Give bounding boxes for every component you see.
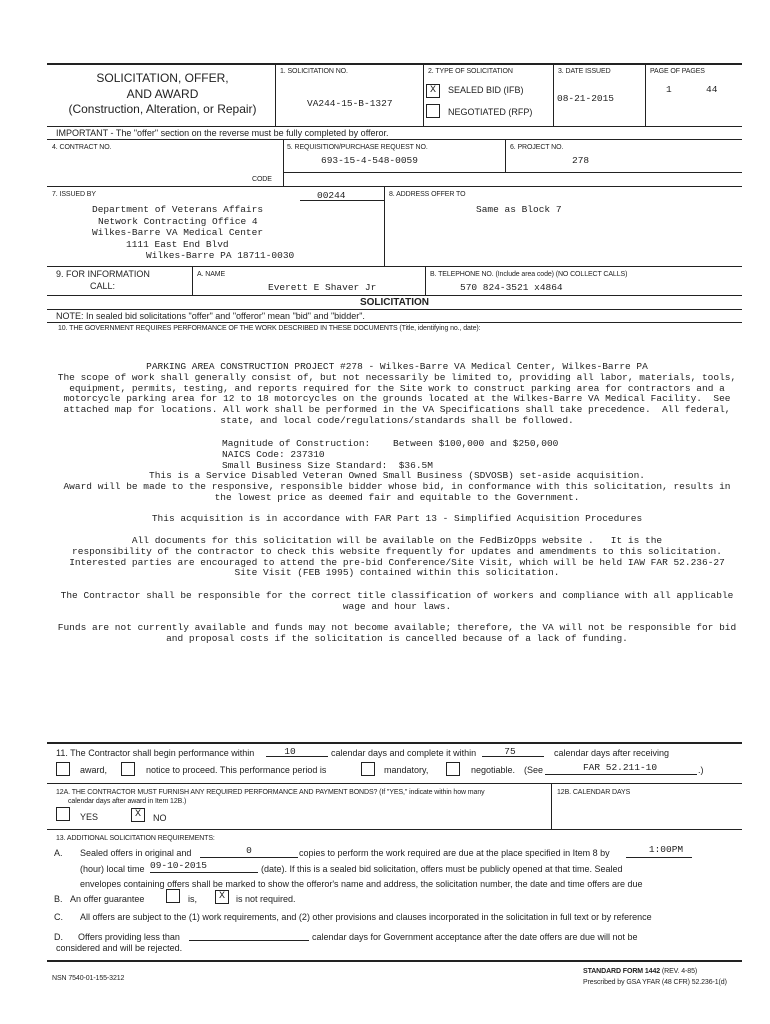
- complete-days: 75: [504, 746, 516, 757]
- item11-mid: calendar days and complete it within: [331, 748, 477, 758]
- divider: [423, 64, 424, 126]
- form-revision: (REV. 4-85): [661, 968, 698, 975]
- notice-checkbox[interactable]: [121, 762, 135, 776]
- item12a-label-2: calendar days after award in Item 12B.): [68, 798, 187, 805]
- guarantee-is-label: is,: [188, 894, 197, 904]
- item10-label: 10. THE GOVERNMENT REQUIRES PERFORMANCE OF THE WORK DESCRIBED IN THESE DOCUMENTS (Title, identifying no., date):: [58, 325, 481, 332]
- divider: [425, 266, 426, 295]
- project-description: PARKING AREA CONSTRUCTION PROJECT #278 - Wilkes-Barre VA Medical Center, Wilkes-Barre PA The scope of work shall generally consist of, but not necessarily be limited to, providing all labor, materials, tools, equipment, permits, testing, and reports required for the Site work to construct parking area for contractors and a motorcycle parking area for 12 to 18 motorcycles on the grounds located at the Wilkes-Barre VA Medical Facility. See attached map for locations. All work shall be performed in the VA Specifications shall take precedence. All federal, state, and local code/regulations/standards shall be followed.: [57, 361, 737, 426]
- negotiable-label: negotiable.: [471, 765, 516, 775]
- rule: [47, 186, 742, 187]
- negotiated-label: NEGOTIATED (RFP): [448, 107, 533, 117]
- divider: [553, 64, 554, 126]
- bottom-rule: [47, 960, 742, 962]
- divider: [283, 139, 284, 186]
- form-title-line: (Construction, Alteration, or Repair): [68, 102, 257, 116]
- item11-label: 11. The Contractor shall begin performance within: [56, 748, 255, 758]
- bonds-no-label: NO: [153, 813, 167, 823]
- item13c-letter: C.: [54, 912, 63, 922]
- divider: [551, 783, 552, 829]
- solicitation-no-label: 1. SOLICITATION NO.: [280, 68, 348, 75]
- negotiable-checkbox[interactable]: [446, 762, 460, 776]
- item13c-text: All offers are subject to the (1) work requirements, and (2) other provisions and clauses incorporated in the solicitation in full text or by reference: [80, 912, 652, 922]
- item13a-text: Sealed offers in original and: [80, 848, 192, 858]
- total-pages: 44: [706, 84, 718, 95]
- begin-days: 10: [284, 746, 296, 757]
- solicitation-heading: SOLICITATION: [359, 297, 430, 308]
- item13b-text: An offer guarantee: [70, 894, 145, 904]
- type-label: 2. TYPE OF SOLICITATION: [428, 68, 513, 75]
- item13d-text: Offers providing less than: [78, 932, 180, 942]
- date-issued-label: 3. DATE ISSUED: [558, 68, 611, 75]
- requisition-no: 693-15-4-548-0059: [321, 155, 418, 166]
- far-ref: FAR 52.211-10: [582, 762, 658, 773]
- divider: [505, 139, 506, 172]
- issued-by-label: 7. ISSUED BY: [52, 191, 96, 198]
- nsn-number: NSN 7540-01-155-3212: [52, 975, 125, 982]
- see-label: (See: [524, 765, 544, 775]
- guarantee-isnot-label: is not required.: [236, 894, 296, 904]
- divider: [275, 64, 276, 126]
- rule: [283, 172, 742, 173]
- acceptance-days-field[interactable]: [189, 930, 309, 941]
- mandatory-checkbox[interactable]: [361, 762, 375, 776]
- due-date: 09-10-2015: [150, 860, 208, 871]
- sealed-bid-label: SEALED BID (IFB): [448, 85, 524, 95]
- guarantee-isnot-checkbox[interactable]: X: [215, 890, 229, 904]
- sealed-bid-checkbox[interactable]: X: [426, 84, 440, 98]
- important-note: IMPORTANT - The "offer" section on the reverse must be fully completed by offeror.: [56, 128, 389, 138]
- item13d-text-3: considered and will be rejected.: [56, 943, 183, 953]
- item13d-text-2: calendar days for Government acceptance after the date offers are due will not be: [312, 932, 638, 942]
- project-no: 278: [572, 155, 590, 166]
- item13a-text-4: (date). If this is a sealed bid solicitation, offers must be publicly opened at that time. Sealed: [261, 864, 623, 874]
- rule: [47, 322, 742, 323]
- rule: [47, 139, 742, 140]
- rule: [47, 783, 742, 784]
- wage-laws-text: The Contractor shall be responsible for the correct title classification of workers and compliance with all applicable wage and hour laws.: [60, 590, 734, 612]
- requisition-label: 5. REQUISITION/PURCHASE REQUEST NO.: [287, 144, 428, 151]
- negotiated-checkbox[interactable]: [426, 104, 440, 118]
- item12b-label: 12B. CALENDAR DAYS: [557, 789, 631, 796]
- divider: [384, 186, 385, 266]
- contract-no-label: 4. CONTRACT NO.: [52, 144, 112, 151]
- page-number: 1: [666, 84, 672, 95]
- item13a-text-2: copies to perform the work required are due at the place specified in Item 8 by: [299, 848, 610, 858]
- notice-label: notice to proceed. This performance period is: [146, 765, 327, 775]
- divider: [192, 266, 193, 295]
- address-offer-label: 8. ADDRESS OFFER TO: [389, 191, 466, 198]
- address-line: Wilkes-Barre PA 18711-0030: [146, 250, 295, 261]
- top-rule: [47, 63, 742, 65]
- item13-label: 13. ADDITIONAL SOLICITATION REQUIREMENTS:: [56, 835, 215, 842]
- sealed-bid-note: NOTE: In sealed bid solicitations "offer" and "offeror" mean "bid" and "bidder".: [56, 311, 365, 321]
- issuing-office-address: [92, 204, 294, 262]
- set-aside-text: This is a Service Disabled Veteran Owned Small Business (SDVOSB) set-aside acquisition. Award will be made to the responsive, responsible bidder whose bid, in conformance with this solicitation, results in the lowest price as deemed fair and equitable to the Government.: [63, 470, 731, 503]
- divider: [645, 64, 646, 126]
- address-offer-to: Same as Block 7: [476, 204, 562, 215]
- bonds-yes-checkbox[interactable]: [56, 807, 70, 821]
- item13a-text-5: envelopes containing offers shall be marked to show the offeror's name and address, the solicitation number, the date and time offers are due: [80, 879, 643, 889]
- bonds-no-checkbox[interactable]: X: [131, 808, 145, 822]
- due-time: 1:00PM: [648, 844, 684, 855]
- far-part-text: This acquisition is in accordance with FAR Part 13 - Simplified Acquisition Procedures: [151, 513, 643, 524]
- call-label: CALL:: [90, 281, 116, 291]
- for-info-label: 9. FOR INFORMATION: [56, 269, 150, 279]
- rule: [47, 126, 742, 127]
- item11-post: calendar days after receiving: [554, 748, 670, 758]
- form-id: [583, 968, 697, 975]
- funds-text: Funds are not currently available and funds may not become available; therefore, the VA will not be responsible for bid and proposal costs if the solicitation is cancelled because of a lack of funding.: [57, 622, 737, 644]
- form-title-line: SOLICITATION, OFFER,: [96, 71, 229, 85]
- address-line: Department of Veterans Affairs: [92, 204, 264, 215]
- project-no-label: 6. PROJECT NO.: [510, 144, 564, 151]
- page-of-pages-label: PAGE OF PAGES: [650, 68, 705, 75]
- item12a-label: 12A. THE CONTRACTOR MUST FURNISH ANY REQUIRED PERFORMANCE AND PAYMENT BONDS? (If "YES," indicate within how many: [56, 789, 485, 796]
- item13b-letter: B.: [54, 894, 63, 904]
- telephone-no: 570 824-3521 x4864: [460, 282, 563, 293]
- name-label: A. NAME: [197, 271, 226, 278]
- item13a-letter: A.: [54, 848, 63, 858]
- guarantee-is-checkbox[interactable]: [166, 889, 180, 903]
- code-label: CODE: [252, 176, 272, 183]
- item13a-text-3: (hour) local time: [80, 864, 145, 874]
- rule: [47, 309, 742, 310]
- form-name: STANDARD FORM 1442: [583, 968, 661, 975]
- mandatory-label: mandatory,: [384, 765, 429, 775]
- form-title: [50, 71, 275, 118]
- form-title-line: AND AWARD: [126, 86, 199, 101]
- address-line: 1111 East End Blvd: [126, 238, 229, 250]
- fedbizopps-text: All documents for this solicitation will be available on the FedBizOpps website . It is the responsibility of the contractor to check this website frequently for updates and amendments to this solicitation. Interested parties are encouraged to attend the pre-bid Conference/Site Visit, which will be held IAW FAR 52.236-27 Site Visit (FEB 1995) contained within this solicitation.: [69, 535, 725, 579]
- address-line: Network Contracting Office 4: [98, 215, 258, 227]
- close-paren: .): [698, 765, 704, 775]
- issued-by-code: 00244: [317, 190, 346, 201]
- rule: [47, 266, 742, 267]
- solicitation-no: VA244-15-B-1327: [307, 98, 393, 109]
- address-line: Wilkes-Barre VA Medical Center: [92, 227, 264, 238]
- rule: [47, 829, 742, 830]
- telephone-label: B. TELEPHONE NO. (Include area code) (NO COLLECT CALLS): [430, 271, 628, 278]
- copies-count: 0: [246, 845, 252, 856]
- code-underline: [300, 200, 384, 201]
- bonds-yes-label: YES: [80, 812, 99, 822]
- prescribed-by: Prescribed by GSA YFAR (48 CFR) 52.236-1(d): [583, 979, 727, 986]
- rule: [47, 295, 742, 296]
- rule: [47, 742, 742, 744]
- date-issued: 08-21-2015: [557, 93, 615, 104]
- award-checkbox[interactable]: [56, 762, 70, 776]
- award-label: award,: [80, 765, 108, 775]
- contact-name: Everett E Shaver Jr: [268, 282, 377, 293]
- magnitude-info: Magnitude of Construction: Between $100,000 and $250,000 NAICS Code: 237310 Small Business Size Standard: $36.5M: [222, 438, 559, 471]
- item13d-letter: D.: [54, 932, 63, 942]
